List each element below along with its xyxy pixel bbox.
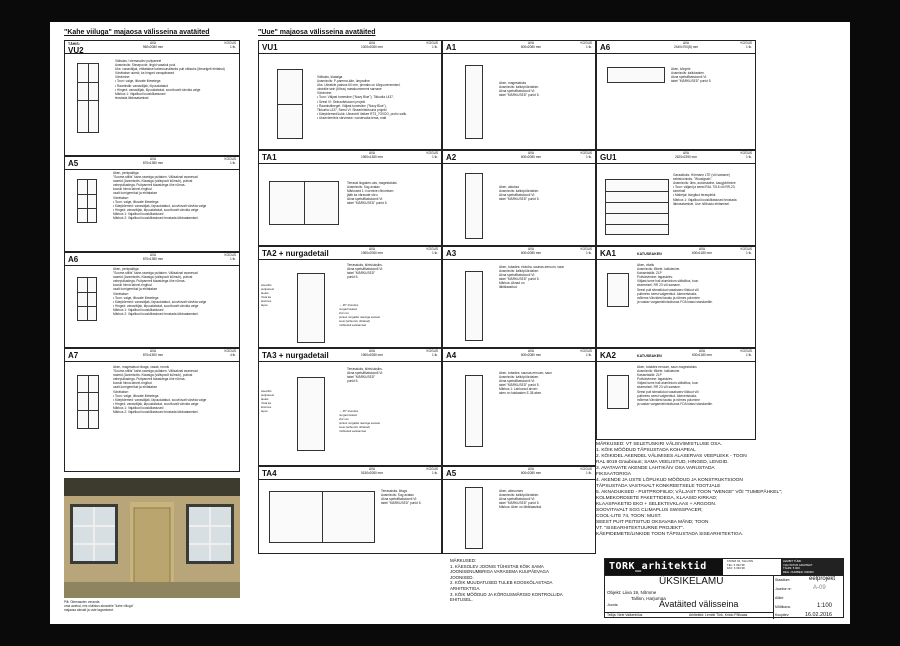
item-note: Terrassi liugaken-uks, magestatuks Avamisviis: Sug avatav. Märkused 1: Ivormine rõhumisen jääb ka väravate sõru Akna spetsifikatsioonil VI: tabel "MÄRKUSED" punkt 5. [347,181,397,206]
corner-note: → 45° ühendus nurgad üsatud 2x2 mm puitust nurgaliist raamiga samast toosi (tarbemitt, ühitatud) mõõtudelt eelstamisel [339,303,380,328]
architects: Arhitektid: Lembit Türk, Kristo Põlluaas [689,613,748,617]
item-code: KA1 [600,249,617,258]
spec-cell-a5-right[interactable] [442,466,596,554]
stage-label: Staadium: [775,578,791,582]
sheet-number: A-09 [813,585,826,591]
qty-label: KOGUS 1 tk. [580,349,592,357]
item-code: A6 [68,255,79,264]
size-label: AVA 600x2080 mm [520,349,542,357]
spec-cell-ka1[interactable] [596,246,756,348]
size-label: AVA 5150x2080 mm [361,467,383,475]
size-label: AVA 1960x2080 mm [361,247,383,255]
qty-label: KOGUS 1 tk. [740,151,752,159]
size-label: AVA 600x2080 mm [520,151,542,159]
scale-label: Mõõtkava: [775,605,791,609]
corner-note: sisevilist puitpaneel lauast rhvta ka küsimus lapus [261,283,274,308]
qty-label: KOGUS 4 tk. [224,349,236,357]
date-value: 16.02.2016 [805,612,832,618]
spec-cell-ta4[interactable] [258,466,442,554]
date-label: Kuupäev: [775,613,790,617]
size-label: AVA 600x1180 mm [692,247,712,255]
left-section-title: "Kahe viiluga" majaosa välisseina avatäited [64,29,210,36]
item-note: Aken, pentpaktiga "Soome-stiilis" kahe-raamiga puitaken. Välisaknal avanevad raamid (Avamisviis: Klaasiga (välispoolt külmub), puitust vahepulkadega. Puitpaneeli klaasidega ühe rühma- kooski hinna tahvel-ringitud osalt korrigeeritud ja ehitatakse Värvitakse: • Toon: valge, liituvate liitmetega • Käepidemed: vanaväljak, läpuudatatud, sooviluvalt värvida valge • Hinged: vanaväljak, läpuudatatud, sooviluvalt värvida valge Märkus 1: Vajalikud kooskõlastused Märkus 2: Vajalikud kooskõlastused teostada läbivaatamisel. [113,267,207,317]
right-section-title: "Uue" majaosa välisseina avatäited [258,29,376,36]
item-code: A2 [446,153,457,162]
item-code: GU1 [600,153,617,162]
item-code: TA3 + nurgadetail [262,351,329,360]
qty-label: KOGUS 1 tk. [426,151,438,159]
qty-label: KOGUS 1 tk. [224,253,236,261]
item-note: Aken, tubades eeruum, saun magestatuks Avamisviis: tõkete, kallutavine. Katusetakiik: ZLP Puitvärvimine: tagasiolev. Väljast tume hall alumiinium-välisliitus, toon sisemeisel, RR 23 või samane. Seest puit sitmalüdud vasakvaev lõiduut või puitmeeu seest valgeeritud. Akeneristusta- mõlema Värvidest taustu ja rütmes polomine ja vastav vargamist/nisdkuvas FOA kiassi standardile. [637,365,713,406]
window-drawing [465,487,483,549]
project-title: ÜKSIKELAMU [659,576,724,587]
item-note: Terrassiuks, kiirkviuksiks. Akna spetsifikatsioonil VI: tabel "MÄRKUSED" punkt 5. [347,367,384,384]
item-note: Terrassiuks, kiirkviuksiks. Akna spetsifikatsioonil VI: tabel "MÄRKUSED" punkt 5. [347,263,384,280]
spec-cell-a1[interactable] [442,40,596,150]
spec-cell-a4[interactable] [442,348,596,466]
item-note: Aken, magestatud ribaga, vasak, reunis "Soome-stiilis" kahe-raamiga puitaken. Välisaknal avanevad raamid (Avamisviis: Klaasiga (välispoolt külmub), puitust vahepulkadega. Puitpaneeli klaasidega ühe rühma- kooski hinna tahvel-ringitud osalt korrigeeritud ja ehitatakse Värvitakse: • Toon: valge, liituvate liitmetega • Käepidemed: vanaväljak, läpuudatatud, sooviluvalt värvida valge • Hinged: vanaväljak, läpuudatatud, sooviluvalt värvida valge Märkus 1: Vajalikud kooskõlastused Märkus 2: Vajalikud kooskõlastused teostada läbivaatamisel. [113,365,207,415]
size-label: AVA 960x2080 mm [142,41,164,49]
size-label: AVA 1960x2080 mm [361,349,383,357]
spec-cell-ka2[interactable] [596,348,756,440]
object-address: Objekt: Liiva 19, Nõmme [607,590,657,595]
item-code: A4 [446,351,457,360]
qty-label: KOGUS 1 tk. [224,157,236,165]
door-drawing [297,377,325,451]
item-code: A5 [446,469,457,478]
spec-cell-ta3[interactable] [258,348,442,466]
title-block [604,558,844,618]
size-label: AVA 870x1500 mm [142,349,164,357]
roof-window-label: KATUSEAKEN [637,252,662,256]
window-drawing [77,277,97,321]
item-note: Garaažiuks: Hörmann LTE (või samane) sektsiooniuks, "Woodgrain". Avamisviis: üles, automaatne, kaugjuhtimine • Toon: väljast ja seest RAL 7016 või RR-23, tumehall • Materjal: tsingitud terasplekk Märkus 1: Vajalikud kooskõlastused teostada läbivaatamisel. Uue hõlbustu ehitamisel. [673,173,737,206]
item-note: Välisuks / olemasolev puitpaneel Avamisviis: Sissepoole, lingid vasakul pool. Uks: vanaväljak, ehitatakse kahesuunaliseks puit välisuks (ilmselgelt ehitatud) Värvitakse uuesti, ka hinged vanapärased Värvimine: • Toon: valge, liituvate liitmetega • Raamistik: vanaväljak, lõpuudatatud • Hinged: vanaväljak, lõpuudatatud, sooviluvalt värvida valge Märkus 1: Vajalikud kooskõlastused teostada läbivaatamisel. [115,59,225,100]
object-city: Tallinn, Harjumaa [631,596,666,601]
architect-stamp: LEMBIT TÜRK VOLITATUD ARHITEKT TÄHIS: 5 000 REG. NUMBER: 000000 [781,559,843,575]
window-drawing [465,271,483,341]
roof-window-label: KATUSEAKEN [637,354,662,358]
spec-cell-ta1[interactable] [258,150,442,246]
spec-cell-gu1[interactable] [596,150,756,246]
item-note: Aken, aiduksa Avamisviis: kallutpöördaken. Akna spetsifikatsioonil VI: tabel "MÄRKUSED" punkt 5. [499,185,540,202]
spec-cell-vu1[interactable] [258,40,442,150]
drawing-title: Avatäited välisseina [659,599,739,609]
item-note: Aken, tubades: saunas-eeruum, saun Avamisviis: kallutpöördaken. Akna spetsifikatsioonil VI: tabel "MÄRKUSED" punkt 5. Märkus 1: Lahkunud ahven aken on kaldaaken E-38 aken. [499,371,552,396]
size-label: AVA 2440x700(8) mm [673,41,699,49]
door-drawing [277,69,303,139]
roof-window-drawing [607,273,629,307]
item-code: TA4 [262,469,277,478]
item-code: A6 [600,43,611,52]
qty-label: KOGUS 1 tk. [224,41,236,49]
spec-cell-a5-left[interactable] [64,156,240,252]
item-note: Aken, tubades: elutuba, saunas-eeruum, saun Avamisviis: kallutpöördaken. Akna spetsifikatsioonil VI: tabel "MÄRKUSED" punkt 5. Märkus: Aknad on läbiklaasitud. [499,265,565,290]
item-note: Terrassiuks, liitugs Avamisviis: Sug avatav. Akna spetsifikatsioonil VI: tabel "MÄRKUSED" punkt 5. [381,489,422,506]
qty-label: KOGUS 1 tk. [580,151,592,159]
qty-label: KOGUS 1 tk. [740,247,752,255]
size-label: AVA 1000x2080 mm [361,41,383,49]
drawing-label: Joonis: [607,603,619,607]
item-code: A1 [446,43,457,52]
spec-cell-a7[interactable] [64,348,240,472]
qty-label: KOGUS 1 tk. [580,247,592,255]
qty-label: KOGUS 1 tk. [740,349,752,357]
item-note: Aken, vitalis Avamisviis: tõkete, kallutavine. Katusetakiik: ZLP Puitvärvimine: tagasiolev. Väljast tume hall alumiinium-välisliitus, toon sisemeisel, RR 23 või samane. Seest puit sitmalüdud vasakvaev lõiduut või puitmeeu seest valgeeritud. Akeneristusta- mõlema Värvidest taustu ja rütmes polomine ja vastav vargamist/nisdkuvas FOA kiassi standardile. [637,263,713,304]
size-label: AVA 600x2080 mm [520,41,542,49]
item-code: KA2 [600,351,617,360]
corner-note: sisevilist puitpaneel lauast rhvta ka küsimus lapus [261,389,274,414]
signature-label: Allkiri: [775,596,785,600]
veranda-photo [64,478,240,598]
size-label: AVA 2620x2390 mm [675,151,697,159]
qty-label: KOGUS 1 tk. [426,349,438,357]
stage-value: eelprojekt [809,576,836,582]
item-code: A3 [446,249,457,258]
tahis-label: TÄHIS: [68,42,80,46]
item-note: Aken, abiruumes Avamisviis: kallutpöördaken. Akna spetsifikatsioonil VI: tabel "MÄRKUSED" punkt 5. Märkus: Aken on läbiklaasitud. [499,489,543,510]
drawing-notes: MÄRKUSED: 1. KÄESOLEV JOONIS TÜHISTAB KÕIK SAMA JOONISENUMBRIGA VARASEMA KUUPÄEVAGA JOONISED. 2. KÕIK MUUDATUSED TULEB KOOSKÕLASTADA ARHITEKTIGA. 3. KÕIK MÕÕDUD JA KÕRGUSMÄRGID KONTROLLIDA EHITUSEL. [450,558,563,603]
photo-caption: Pilt: Olemasolev veranda oma avatud, mis olulistus aknadele "kahe viiluga" majaosa aknaid ja uste tagamisest. [64,600,134,613]
spec-cell-ta2[interactable] [258,246,442,348]
spec-cell-a6-right[interactable] [596,40,756,150]
window-drawing [269,181,339,225]
window-drawing [607,67,665,83]
corner-note: → 45° ühendus nurgad üsatud 2x2 mm puitust nurgaliist raamiga samast toosi (tarbemitt, ühitatud) mõõtudelt eelstamisel [339,409,380,434]
window-drawing [465,65,483,139]
size-label: AVA 600x2080 mm [520,247,542,255]
drawing-sheet [50,22,850,624]
spec-cell-vu2[interactable] [64,40,240,156]
window-drawing [77,179,97,223]
company-logo: TORK_arhitektid [605,559,723,575]
company-address: TATARI 64, TALLINN TEL: 6 394 98 FAX: 6 394 98 [727,559,754,571]
item-note: Aken, pentpaktiga "Soome-stiilis" kahe-raamiga puitaken. Välisaknal avanevad raamid (Avamisviis: Klaasiga (välispoolt külmub), puitust vahepulkadega. Puitpaneeli klaasidega ühe rühma- kooski hinna tahvel-ringitud osalt korrigeeritud ja ehitatakse Värvitakse: • Toon: valge, liituvate liitmetega • Käepidemed: vanaväljak, läpuudatatud, sooviluvalt värvida valge • Hinged: vanaväljak, läpuudatatud, sooviluvalt värvida valge Märkus 1: Vajalikud kooskõlastused Märkus 2: Vajalikud kooskõlastused teostada läbivaatamisel. [113,171,207,221]
window-drawing [77,375,99,429]
scale-value: 1:100 [817,603,833,609]
item-note: Välisuks, klaasiga Avamisviis: P-parema-käe, ümpadine Uks: Uksekile paksus 60 mm, pinnaks on kõrguurenemisel, uksekile sein (tõhus) masskommenni sarnane Värvimine: • Toon: Väljast tumesiine ("Navy Blue"), Tikkurila L437, • Seest VI: Seinavärtsiooni projekt • Raamistikregel: Väljast tumesiine ("Navy Blue"), Tikkurila L437, Seest VI: Sisearhitektuuria projekt • Käepidemed/Lukk: Ukseohtt Valkee RT3_7O0OO, prohv-valik. • Ukseviemilvis värvimine: roostevaba teras, matt [317,75,407,120]
spec-cell-a6-left[interactable] [64,252,240,348]
roof-window-drawing [607,375,629,409]
door-drawing [297,273,325,343]
qty-label: KOGUS 1 tk. [580,41,592,49]
qty-label: KOGUS 1 tk. [740,41,752,49]
item-code: A7 [68,351,79,360]
door-drawing [77,63,99,133]
window-drawing [465,173,483,239]
spec-cell-a2[interactable] [442,150,596,246]
qty-label: KOGUS 1 tk. [580,467,592,475]
spec-cell-a3[interactable] [442,246,596,348]
qty-label: KOGUS 1 tk. [426,41,438,49]
general-remarks: MÄRKUSED: VT SELETUSKIRI VÄLISVIIMISTLUSE OSA. 1. KÕIK MÕÕDUD TÄPSUSTADA KOHAPEAL 2. KÕIKIDEL AKENDEL VÄLIMISES ALASERVAS VEEPLEKK - TOON RAL 8019 Graubraun; SAMA VEELISTUD, HINGED, LENGID. 3. AVATAVATE AKENDE LAHTIKÄIV OSA VARUSTADA FIKSAATORIGA 4. AKENDE JA USTE LÕPLIKUD MÕÕDUD JA KONSTRUKTSIOON TÄPSUSTADA VASTAVALT KONKREETSELE TOOTJALE 5. AKNADUKSED - PUITPROFIILID; VÄLJAST TOON "WENGE" VÕI "TUMEPÄHKEL"; KOLMEKORDSETE PAKETTIDEGA, KLAASID KIRKAD; KLAASPAKETID EKO + SELEKTIIVKLAAS + ARGOON. SOOVITAVALT SGG CLIMAPLUS SWISSPACER; COOL-LITE 74, TOON: MUST. SEEST PUIT PEITSITUD OKSAVABA MÄND; TOON VT. "SISEARHITEKTUURNE PROJEKT". KÄEPIDEMETE/LINKIDE TOON TÄPSUSTADA SISEARHITEKTIGA. [596,442,783,537]
item-note: Aken, magestatuks Avamisviis: kallutpöördaken. Akna spetsifikatsioonil VI: tabel "MÄRKUSED" punkt 5. [499,81,540,98]
window-drawing [465,375,483,447]
item-code: A5 [68,159,79,168]
size-label: AVA 1960x1380 mm [361,151,383,159]
qty-label: KOGUS 1 tk. [426,247,438,255]
item-code: TA2 + nurgadetail [262,249,329,258]
item-note: Aken, kõrgele Avamisviis: kallutaaken. Akna spetsifikatsioonil VI: tabel "MÄRKUSED" punkt 5. [671,67,712,84]
size-label: AVA 600x1180 mm [692,349,712,357]
item-code: TA1 [262,153,277,162]
qty-label: KOGUS 1 tk. [426,467,438,475]
size-label: AVA 870x1380 mm [142,253,164,261]
item-code: VU1 [262,43,278,52]
sheet-label: Joonise nr: [775,587,792,591]
garage-door-drawing [605,179,669,235]
item-code: VU2 [68,46,84,55]
client: Tellija: Nele Valkenhilus [607,613,643,617]
size-label: AVA 870x1380 mm [142,157,164,165]
window-drawing [269,491,375,543]
size-label: AVA 600x2080 mm [520,467,542,475]
